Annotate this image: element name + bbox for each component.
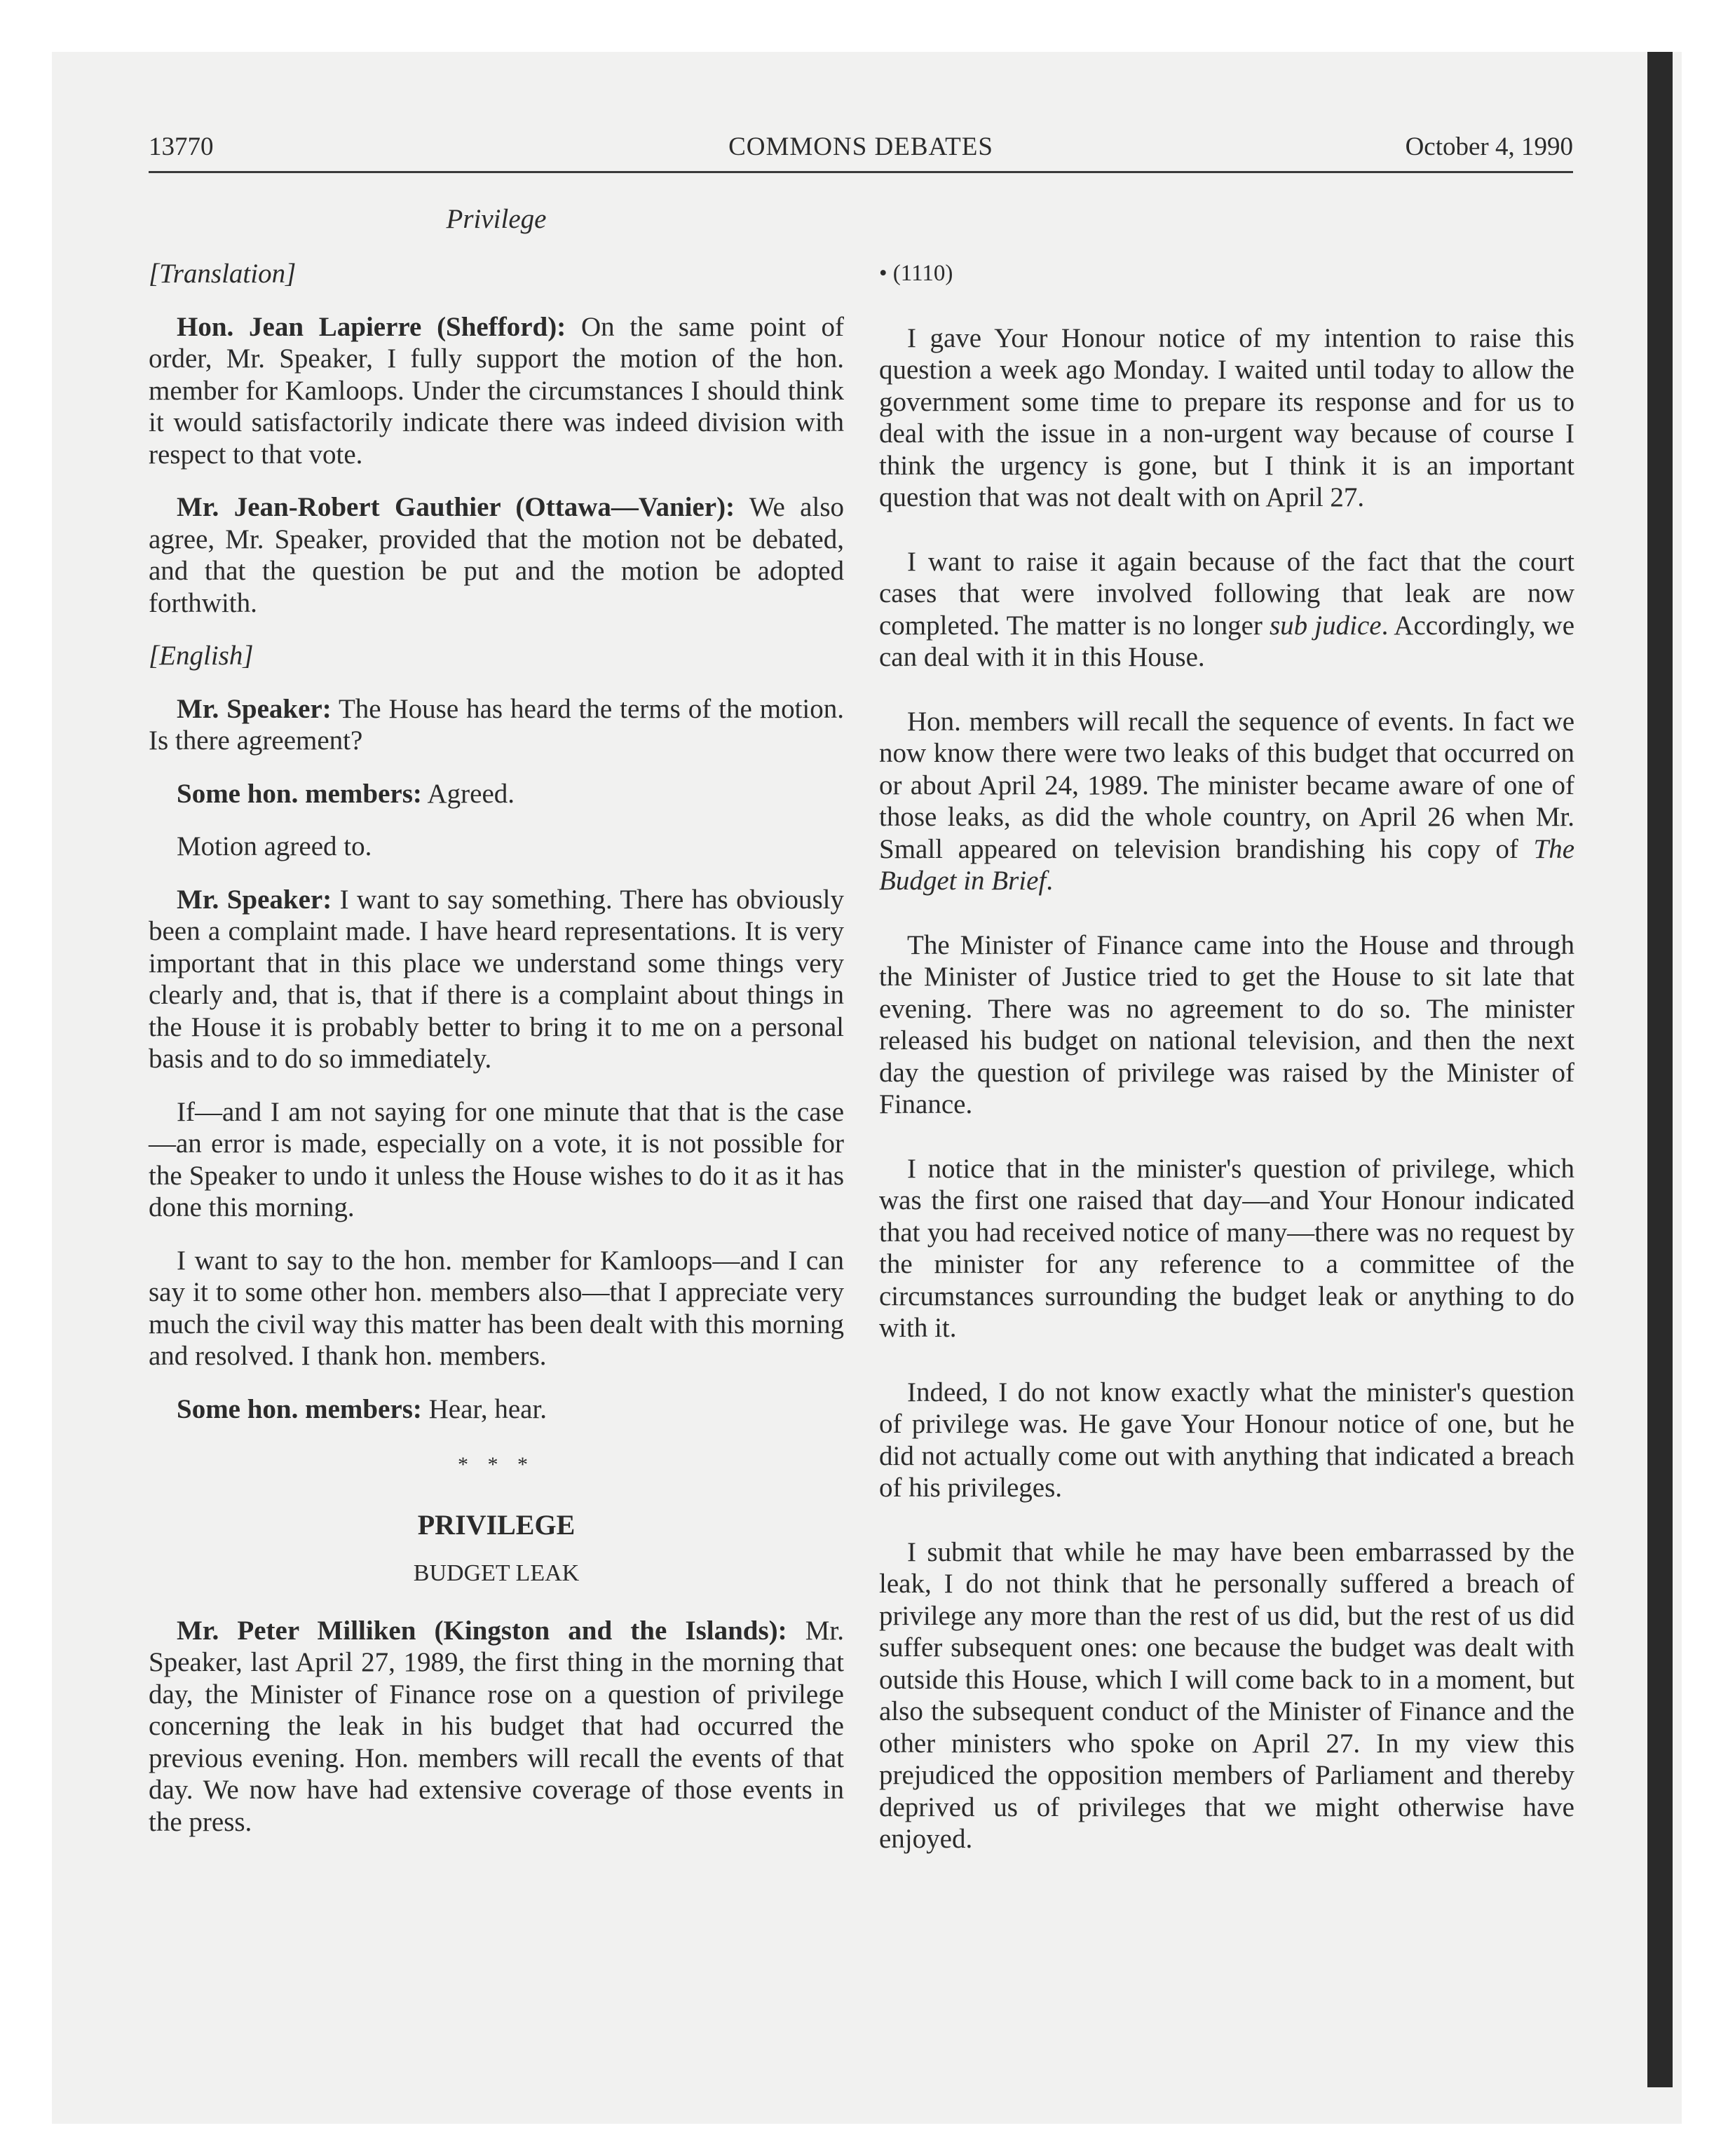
italic-title: The Budget in Brief (879, 833, 1574, 896)
speech-text: We also agree, Mr. Speaker, provided that the motion not be debated, and that the question be put and the motion be adopted forthwith. (149, 492, 844, 618)
time-marker: • (1110) (879, 261, 953, 286)
speaker-name: Mr. Speaker: (177, 693, 332, 724)
section-separator: * * * (458, 1453, 535, 1476)
paragraph (149, 778, 844, 810)
paragraph: Indeed, I do not know exactly what the minister's question of privilege was. He gave Your Honour notice of one, but he did not actually come out with anything that indicated a breach of his privileges. (879, 1377, 1574, 1503)
speaker-name: Hon. Jean Lapierre (Shefford): (177, 311, 566, 342)
page-number: 13770 (149, 132, 214, 161)
speech-text: Hon. members will recall the sequence of events. In fact we now know there were two leaks of this budget that occurred on or about April 24, 1989. The minister became aware of one of those leaks, as did the whole country, on April 26 when Mr. Small appeared on television brandishing his copy of (879, 706, 1574, 864)
paragraph (879, 546, 1574, 674)
speech-text: I want to say something. There has obviously been a complaint made. I have heard representations. It is very important that in this place we understand some things very clearly and, that is, that if there is a complaint about things in the House it is probably better to bring it to me on a personal basis and to do so immediately. (149, 884, 844, 1074)
publication-title: COMMONS DEBATES (728, 132, 993, 161)
section-heading: PRIVILEGE (417, 1508, 576, 1541)
paragraph: I want to say to the hon. member for Kamloops—and I can say it to some other hon. members also—that I appreciate very much the civil way this matter has been dealt with this morning and resolved. I thank hon. members. (149, 1245, 844, 1371)
paragraph: The Minister of Finance came into the House and through the Minister of Justice tried to get the House to sit late that evening. There was no agreement to do so. The minister released his budget on national television, and then the next day the question of privilege was raised by the Minister of Finance. (879, 929, 1574, 1119)
speech-text: On the same point of order, Mr. Speaker, I fully support the motion of the hon. member for Kamloops. Under the circumstances I should think it would satisfactorily indicate there was indeed division with respect to that vote. (149, 311, 844, 470)
scan-edge-shadow (1647, 52, 1673, 2087)
header-rule (149, 171, 1573, 173)
speaker-name: Some hon. members: (177, 1393, 422, 1424)
paragraph (149, 1393, 844, 1426)
speech-text: Hear, hear. (421, 1393, 547, 1424)
paragraph (149, 1615, 844, 1838)
translation-tag: [Translation] (149, 259, 297, 289)
speech-text: I want to raise it again because of the fact that the court cases that were involved following that leak are now completed. The matter is no longer (879, 546, 1574, 641)
speech-text: The House has heard the terms of the motion. Is there agreement? (149, 693, 844, 756)
page-header (149, 130, 1573, 172)
left-column (149, 258, 844, 1838)
speech-text: . Accordingly, we can deal with it in this House. (879, 610, 1575, 672)
paragraph: If—and I am not saying for one minute that that is the case—an error is made, especially on a vote, it is not possible for the Speaker to undo it unless the House wishes to do it as it has done this morning. (149, 1096, 844, 1222)
english-tag: [English] (149, 641, 254, 671)
paragraph: I notice that in the minister's question of privilege, which was the first one raised that day—and Your Honour indicated that you had received notice of many—there was no request by the minister for any reference to a committee of the circumstances surrounding the budget leak or anything to do with it. (879, 1153, 1574, 1343)
paragraph: Motion agreed to. (177, 831, 372, 861)
speaker-name: Mr. Peter Milliken (Kingston and the Islands): (177, 1615, 787, 1646)
speaker-name: Some hon. members: (177, 778, 422, 809)
paragraph: I submit that while he may have been embarrassed by the leak, I do not think that he personally suffered a breach of privilege any more than the rest of us did, but the rest of us did suffer subsequent ones: one because the budget was dealt with outside this House, which I will come back to in a moment, but also the subsequent conduct of the Minister of Finance and the other ministers who spoke on April 27. In my view this prejudiced the opposition members of Parliament and thereby deprived us of privileges that we might otherwise have enjoyed. (879, 1536, 1574, 1854)
paragraph (149, 491, 844, 619)
paragraph (149, 884, 844, 1075)
italic-term: sub judice (1270, 610, 1382, 641)
speaker-name: Mr. Jean-Robert Gauthier (Ottawa—Vanier): (177, 492, 735, 522)
paragraph: I gave Your Honour notice of my intention to raise this question a week ago Monday. I waited until today to allow the government some time to prepare its response and for us to deal with the issue in a non-urgent way because of course I think the urgency is gone, but I think it is an important question that was not dealt with on April 27. (879, 322, 1574, 512)
speech-text: Agreed. (421, 778, 515, 809)
section-subheading: BUDGET LEAK (413, 1560, 580, 1586)
speech-text: Mr. Speaker, last April 27, 1989, the first thing in the morning that day, the Minister of Finance rose on a question of privilege concerning the leak in his budget that had occurred the previous evening. Hon. members will recall the events of that day. We now have had extensive coverage of those events in the press. (149, 1615, 844, 1837)
speaker-name: Mr. Speaker: (177, 884, 332, 915)
publication-date: October 4, 1990 (1405, 132, 1573, 161)
paragraph (149, 311, 844, 471)
running-head: Privilege (446, 204, 547, 234)
speech-text: . (1046, 866, 1054, 896)
paragraph (879, 706, 1574, 897)
right-column (879, 258, 1574, 1855)
paragraph (149, 693, 844, 757)
